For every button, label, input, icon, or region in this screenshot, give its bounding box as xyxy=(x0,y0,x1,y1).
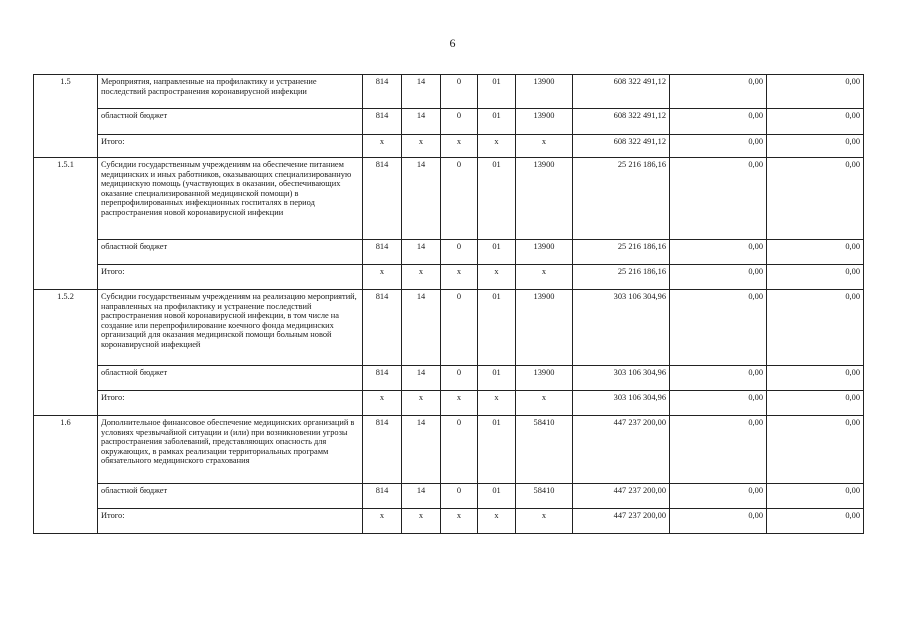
total-label: Итого: xyxy=(98,265,363,290)
amount-cell: 0,00 xyxy=(670,265,767,290)
amount-cell: 0,00 xyxy=(670,75,767,109)
table-row xyxy=(34,366,864,391)
row-number: 1.5.1 xyxy=(34,158,98,290)
code-cell: 814 xyxy=(363,484,402,509)
table-row xyxy=(34,109,864,135)
code-cell: х xyxy=(441,391,478,416)
code-cell: х xyxy=(363,135,402,158)
table-row xyxy=(34,484,864,509)
code-cell: х xyxy=(478,265,516,290)
amount-cell: 0,00 xyxy=(767,135,864,158)
code-cell: х xyxy=(363,391,402,416)
code-cell: 814 xyxy=(363,75,402,109)
code-cell: х xyxy=(478,135,516,158)
amount-cell: 0,00 xyxy=(767,391,864,416)
amount-cell: 608 322 491,12 xyxy=(573,135,670,158)
code-cell: 01 xyxy=(478,109,516,135)
amount-cell: 0,00 xyxy=(767,75,864,109)
code-cell: 14 xyxy=(402,484,441,509)
table-row xyxy=(34,135,864,158)
code-cell: х xyxy=(441,135,478,158)
code-cell: х xyxy=(478,509,516,534)
amount-cell: 0,00 xyxy=(767,290,864,366)
code-cell: х xyxy=(516,509,573,534)
table-row xyxy=(34,158,864,240)
code-cell: 814 xyxy=(363,240,402,265)
code-cell: 814 xyxy=(363,290,402,366)
code-cell: 13900 xyxy=(516,290,573,366)
total-label: Итого: xyxy=(98,509,363,534)
amount-cell: 0,00 xyxy=(767,265,864,290)
code-cell: х xyxy=(441,265,478,290)
total-label: Итого: xyxy=(98,391,363,416)
amount-cell: 25 216 186,16 xyxy=(573,265,670,290)
amount-cell: 0,00 xyxy=(767,240,864,265)
code-cell: 0 xyxy=(441,240,478,265)
code-cell: 14 xyxy=(402,416,441,484)
code-cell: 13900 xyxy=(516,109,573,135)
amount-cell: 0,00 xyxy=(670,391,767,416)
row-number: 1.6 xyxy=(34,416,98,534)
row-description: Субсидии государственным учреждениям на обеспечение питанием медицинских и иных работников, оказывающих специализированную медицинскую помощь (участвующих в оказании, обеспечивающих оказание специализированной медицинской помощи) в перепрофилированных инфекционных госпиталях в период распространения новой коронавирусной инфекции xyxy=(98,158,363,240)
amount-cell: 0,00 xyxy=(670,416,767,484)
table-row xyxy=(34,240,864,265)
amount-cell: 0,00 xyxy=(767,109,864,135)
code-cell: 01 xyxy=(478,240,516,265)
code-cell: х xyxy=(402,265,441,290)
code-cell: 01 xyxy=(478,366,516,391)
table-row xyxy=(34,416,864,484)
code-cell: 13900 xyxy=(516,240,573,265)
code-cell: 814 xyxy=(363,416,402,484)
code-cell: х xyxy=(402,135,441,158)
row-description: Мероприятия, направленные на профилактику и устранение последствий распространения коронавирусной инфекции xyxy=(98,75,363,109)
amount-cell: 447 237 200,00 xyxy=(573,484,670,509)
budget-label: областной бюджет xyxy=(98,484,363,509)
code-cell: 0 xyxy=(441,109,478,135)
code-cell: 0 xyxy=(441,290,478,366)
code-cell: 0 xyxy=(441,416,478,484)
code-cell: 14 xyxy=(402,240,441,265)
budget-table xyxy=(33,74,864,534)
amount-cell: 0,00 xyxy=(670,366,767,391)
amount-cell: 608 322 491,12 xyxy=(573,75,670,109)
amount-cell: 0,00 xyxy=(670,240,767,265)
row-description: Дополнительное финансовое обеспечение медицинских организаций в условиях чрезвычайной ситуации и (или) при возникновении угрозы распространения заболеваний, представляющих опасность для окружающих, в рамках реализации территориальных программ обязательного медицинского страхования xyxy=(98,416,363,484)
row-number: 1.5.2 xyxy=(34,290,98,416)
total-label: Итого: xyxy=(98,135,363,158)
table-row xyxy=(34,75,864,109)
amount-cell: 0,00 xyxy=(670,484,767,509)
amount-cell: 0,00 xyxy=(767,366,864,391)
code-cell: 0 xyxy=(441,75,478,109)
code-cell: х xyxy=(363,265,402,290)
code-cell: 14 xyxy=(402,75,441,109)
code-cell: х xyxy=(441,509,478,534)
budget-label: областной бюджет xyxy=(98,366,363,391)
row-number: 1.5 xyxy=(34,75,98,158)
code-cell: 14 xyxy=(402,290,441,366)
code-cell: х xyxy=(516,391,573,416)
code-cell: х xyxy=(516,135,573,158)
code-cell: 0 xyxy=(441,366,478,391)
table-row xyxy=(34,391,864,416)
code-cell: х xyxy=(402,509,441,534)
code-cell: х xyxy=(363,509,402,534)
amount-cell: 303 106 304,96 xyxy=(573,366,670,391)
code-cell: 01 xyxy=(478,484,516,509)
amount-cell: 447 237 200,00 xyxy=(573,416,670,484)
code-cell: 14 xyxy=(402,109,441,135)
amount-cell: 0,00 xyxy=(767,509,864,534)
code-cell: 01 xyxy=(478,75,516,109)
code-cell: 01 xyxy=(478,416,516,484)
amount-cell: 0,00 xyxy=(670,509,767,534)
code-cell: х xyxy=(478,391,516,416)
row-description: Субсидии государственным учреждениям на реализацию мероприятий, направленных на профилактику и устранение последствий распространения новой коронавирусной инфекции, в том числе на создание или перепрофилирование коечного фонда медицинских организаций для оказания медицинской помощи больным новой коронавирусной инфекцией xyxy=(98,290,363,366)
code-cell: 01 xyxy=(478,290,516,366)
amount-cell: 0,00 xyxy=(767,416,864,484)
table-row xyxy=(34,509,864,534)
code-cell: х xyxy=(402,391,441,416)
amount-cell: 608 322 491,12 xyxy=(573,109,670,135)
code-cell: 14 xyxy=(402,158,441,240)
budget-label: областной бюджет xyxy=(98,109,363,135)
code-cell: 0 xyxy=(441,484,478,509)
code-cell: 14 xyxy=(402,366,441,391)
amount-cell: 447 237 200,00 xyxy=(573,509,670,534)
code-cell: 13900 xyxy=(516,366,573,391)
code-cell: 814 xyxy=(363,366,402,391)
code-cell: 814 xyxy=(363,109,402,135)
amount-cell: 0,00 xyxy=(670,290,767,366)
code-cell: 58410 xyxy=(516,416,573,484)
budget-label: областной бюджет xyxy=(98,240,363,265)
code-cell: х xyxy=(516,265,573,290)
table-row xyxy=(34,290,864,366)
amount-cell: 303 106 304,96 xyxy=(573,391,670,416)
amount-cell: 0,00 xyxy=(767,158,864,240)
amount-cell: 0,00 xyxy=(670,158,767,240)
page-number: 6 xyxy=(449,36,456,50)
amount-cell: 25 216 186,16 xyxy=(573,240,670,265)
amount-cell: 25 216 186,16 xyxy=(573,158,670,240)
table-row xyxy=(34,265,864,290)
code-cell: 01 xyxy=(478,158,516,240)
amount-cell: 0,00 xyxy=(670,109,767,135)
code-cell: 58410 xyxy=(516,484,573,509)
amount-cell: 0,00 xyxy=(670,135,767,158)
amount-cell: 303 106 304,96 xyxy=(573,290,670,366)
code-cell: 814 xyxy=(363,158,402,240)
code-cell: 0 xyxy=(441,158,478,240)
code-cell: 13900 xyxy=(516,75,573,109)
code-cell: 13900 xyxy=(516,158,573,240)
amount-cell: 0,00 xyxy=(767,484,864,509)
